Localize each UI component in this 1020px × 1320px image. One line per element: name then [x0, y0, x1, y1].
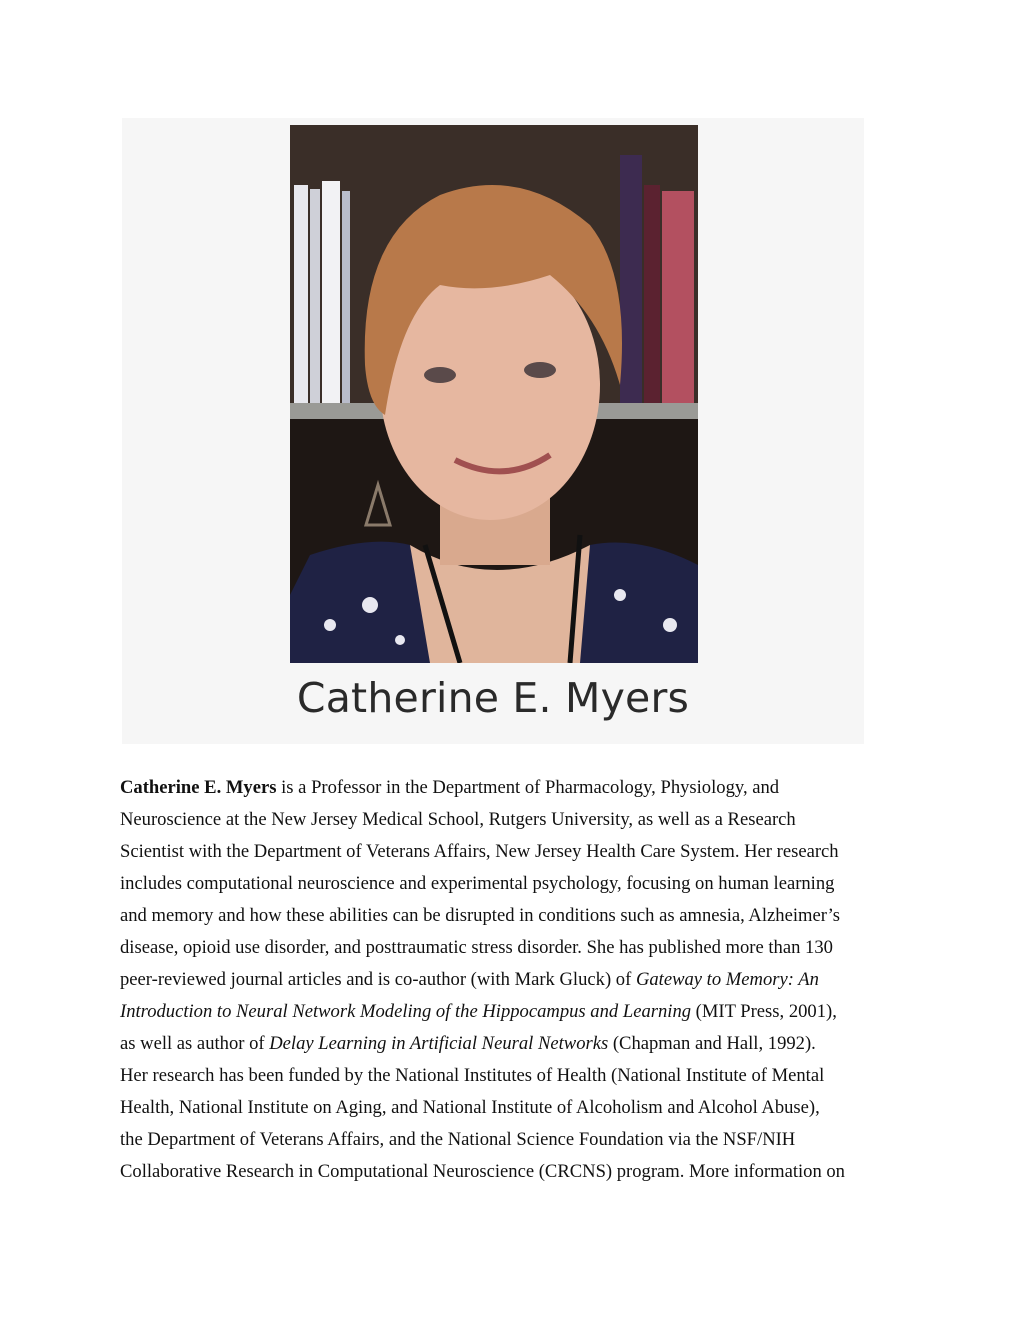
bio-line-8: Introduction to Neural Network Modeling of the Hippocampus and Learning (MIT Press, 2001),: [120, 1001, 837, 1022]
bio-line-10: Her research has been funded by the National Institutes of Health (National Institute of Mental: [120, 1065, 825, 1086]
bio-line-12: the Department of Veterans Affairs, and the National Science Foundation via the NSF/NIH: [120, 1129, 796, 1150]
bio-name: Catherine E. Myers: [120, 777, 277, 798]
portrait-caption: Catherine E. Myers: [296, 674, 690, 722]
bio-paragraph: [120, 772, 910, 1188]
book-title-gateway-cont: Introduction to Neural Network Modeling of the Hippocampus and Learning: [120, 1001, 692, 1022]
bio-line-13: Collaborative Research in Computational Neuroscience (CRCNS) program. More information on: [120, 1161, 845, 1182]
bio-line-9: as well as author of Delay Learning in Artificial Neural Networks (Chapman and Hall, 1992).: [120, 1033, 816, 1054]
bio-line-1: Catherine E. Myers is a Professor in the Department of Pharmacology, Physiology, and: [120, 777, 780, 798]
bio-line-4: includes computational neuroscience and experimental psychology, focusing on human learning: [120, 873, 835, 894]
bio-line-11: Health, National Institute on Aging, and National Institute of Alcoholism and Alcohol Abuse),: [120, 1097, 820, 1118]
bio-line-5: and memory and how these abilities can be disrupted in conditions such as amnesia, Alzheimer’s: [120, 905, 840, 926]
bio-line-2: Neuroscience at the New Jersey Medical School, Rutgers University, as well as a Research: [120, 809, 796, 830]
portrait-figure: [122, 118, 864, 744]
bio-line-6: disease, opioid use disorder, and posttraumatic stress disorder. She has published more than 130: [120, 937, 833, 958]
book-title-gateway: Gateway to Memory: An: [635, 969, 819, 990]
portrait-photo: [290, 125, 698, 663]
bio-line-3: Scientist with the Department of Veterans Affairs, New Jersey Health Care System. Her research: [120, 841, 839, 862]
bio-line-7: peer-reviewed journal articles and is co-author (with Mark Gluck) of Gateway to Memory: An: [120, 969, 819, 990]
book-title-delay-learning: Delay Learning in Artificial Neural Networks: [269, 1033, 609, 1054]
